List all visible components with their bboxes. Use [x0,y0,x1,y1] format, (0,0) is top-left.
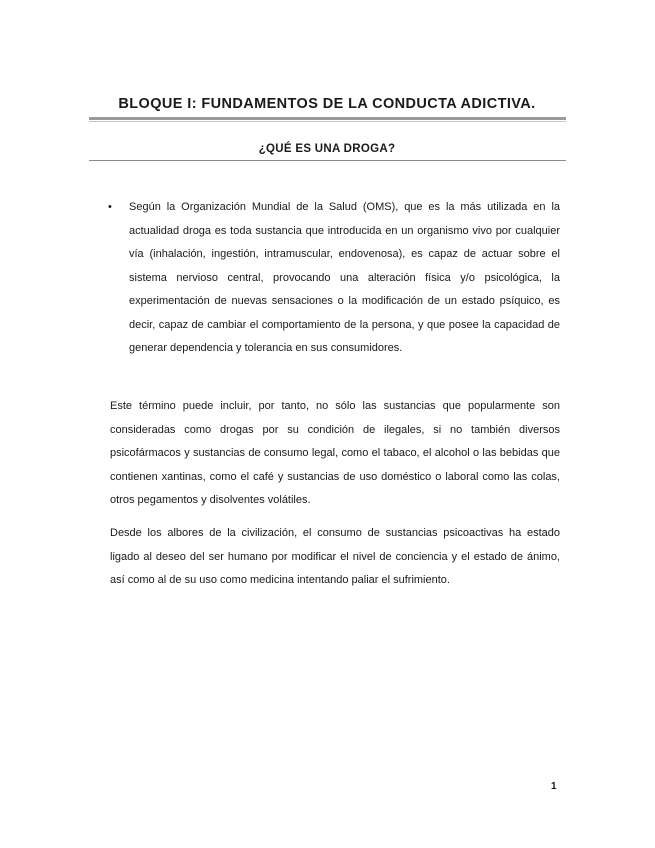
body-paragraph: Este término puede incluir, por tanto, no sólo las sustancias que popularmente son consideradas como drogas por su condición de ilegales, si no también diversos psicofármacos y sustancias de consumo legal, como el tabaco, el alcohol o las bebidas que contienen xantinas, como el café y sustancias de uso doméstico o laboral como las colas, otros pegamentos y disolventes volátiles. [110,400,560,506]
page-number: 1 [551,781,557,792]
page-title: BLOQUE I: FUNDAMENTOS DE LA CONDUCTA ADICTIVA. [118,96,536,112]
title-divider-shadow [89,121,566,122]
section-heading: ¿QUÉ ES UNA DROGA? [258,143,396,155]
title-divider [89,117,566,120]
bullet-icon: • [108,201,112,213]
definition-bullet [108,196,560,361]
section-divider [89,160,566,161]
definition-text: Según la Organización Mundial de la Salud (OMS), que es la más utilizada en la actualidad droga es toda sustancia que introducida en un organismo vivo por cualquier vía (inhalación, ingestión, intramuscular, endovenosa), es capaz de actuar sobre el sistema nervioso central, provocando una alteración física y/o psicológica, la experimentación de nuevas sensaciones o la modificación de un estado psíquico, es decir, capaz de cambiar el comportamiento de la persona, y que posee la capacidad de generar dependencia y tolerancia en sus consumidores. [129,201,560,354]
body-paragraph: Desde los albores de la civilización, el consumo de sustancias psicoactivas ha estado ligado al deseo del ser humano por modificar el nivel de conciencia y el estado de ánimo, así como al de su uso como medicina intentando paliar el sufrimiento. [110,527,560,586]
